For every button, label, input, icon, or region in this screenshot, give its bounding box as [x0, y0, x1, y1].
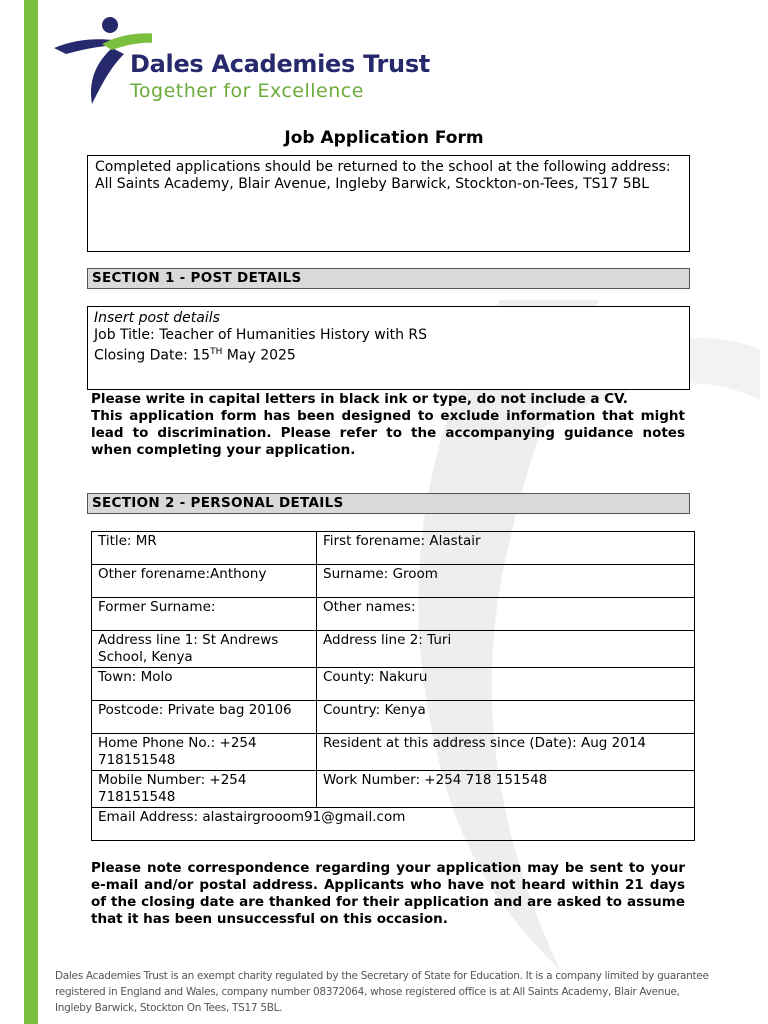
job-title: Job Title: Teacher of Humanities History with RS: [94, 327, 428, 343]
table-row: [92, 598, 695, 631]
personal-detail-field[interactable]: Surname: Groom: [317, 565, 695, 598]
return-address-box: [87, 155, 690, 252]
personal-detail-field[interactable]: Country: Kenya: [317, 701, 695, 734]
instruction-discrimination: This application form has been designed to exclude information that might lead to discrimination. Please refer to the accompanying guidance notes when completing your application.: [91, 408, 685, 458]
personal-details-table: [91, 531, 695, 841]
personal-detail-field[interactable]: Home Phone No.: +254 718151548: [92, 734, 317, 771]
personal-detail-field[interactable]: First forename: Alastair: [317, 532, 695, 565]
personal-detail-field[interactable]: Other names:: [317, 598, 695, 631]
correspondence-note: Please note correspondence regarding your application may be sent to your e-mail and/or postal address. Applicants who have not heard within 21 days of the closing date are thanked for their application and are asked to assume that it has been unsuccessful on this occasion.: [91, 860, 685, 927]
closing-date: Closing Date: 15TH May 2025: [94, 347, 296, 364]
personal-detail-field[interactable]: Former Surname:: [92, 598, 317, 631]
footer-legal: Dales Academies Trust is an exempt charity regulated by the Secretary of State for Education. It is a company limited by guarantee registered in England and Wales, company number 08372064, whose registered office is at All Saints Academy, Blair Avenue, Ingleby Barwick, Stockton On Tees, TS17 5BL.: [55, 970, 709, 1014]
table-row: [92, 532, 695, 565]
table-row: [92, 565, 695, 598]
form-title: Job Application Form: [284, 128, 484, 148]
email-field[interactable]: Email Address: alastairgrooom91@gmail.com: [92, 808, 695, 841]
table-row: [92, 631, 695, 668]
personal-detail-field[interactable]: Address line 2: Turi: [317, 631, 695, 668]
post-details-box[interactable]: [87, 306, 690, 390]
instructions: [91, 391, 685, 459]
table-row: [92, 701, 695, 734]
instruction-capitals: Please write in capital letters in black ink or type, do not include a CV.: [91, 391, 628, 407]
personal-detail-field[interactable]: Resident at this address since (Date): Aug 2014: [317, 734, 695, 771]
return-instructions: Completed applications should be returned to the school at the following address:: [95, 159, 671, 175]
personal-detail-field[interactable]: Postcode: Private bag 20106: [92, 701, 317, 734]
personal-detail-field[interactable]: Town: Molo: [92, 668, 317, 701]
personal-detail-field[interactable]: County: Nakuru: [317, 668, 695, 701]
section1-heading: SECTION 1 - POST DETAILS: [87, 268, 690, 289]
personal-detail-field[interactable]: Address line 1: St Andrews School, Kenya: [92, 631, 317, 668]
table-row: [92, 668, 695, 701]
personal-detail-field[interactable]: Mobile Number: +254 718151548: [92, 771, 317, 808]
trust-logo: [52, 14, 430, 109]
return-address: All Saints Academy, Blair Avenue, Ingleby Barwick, Stockton-on-Tees, TS17 5BL: [95, 176, 650, 192]
logo-tagline: Together for Excellence: [130, 80, 364, 102]
table-row: [92, 734, 695, 771]
logo-name: Dales Academies Trust: [130, 50, 430, 78]
personal-detail-field[interactable]: Work Number: +254 718 151548: [317, 771, 695, 808]
personal-detail-field[interactable]: Title: MR: [92, 532, 317, 565]
left-accent-bar: [24, 0, 38, 1024]
insert-post-label: Insert post details: [94, 310, 220, 326]
table-row: [92, 771, 695, 808]
section2-heading: SECTION 2 - PERSONAL DETAILS: [87, 493, 690, 514]
personal-detail-field[interactable]: Other forename:Anthony: [92, 565, 317, 598]
